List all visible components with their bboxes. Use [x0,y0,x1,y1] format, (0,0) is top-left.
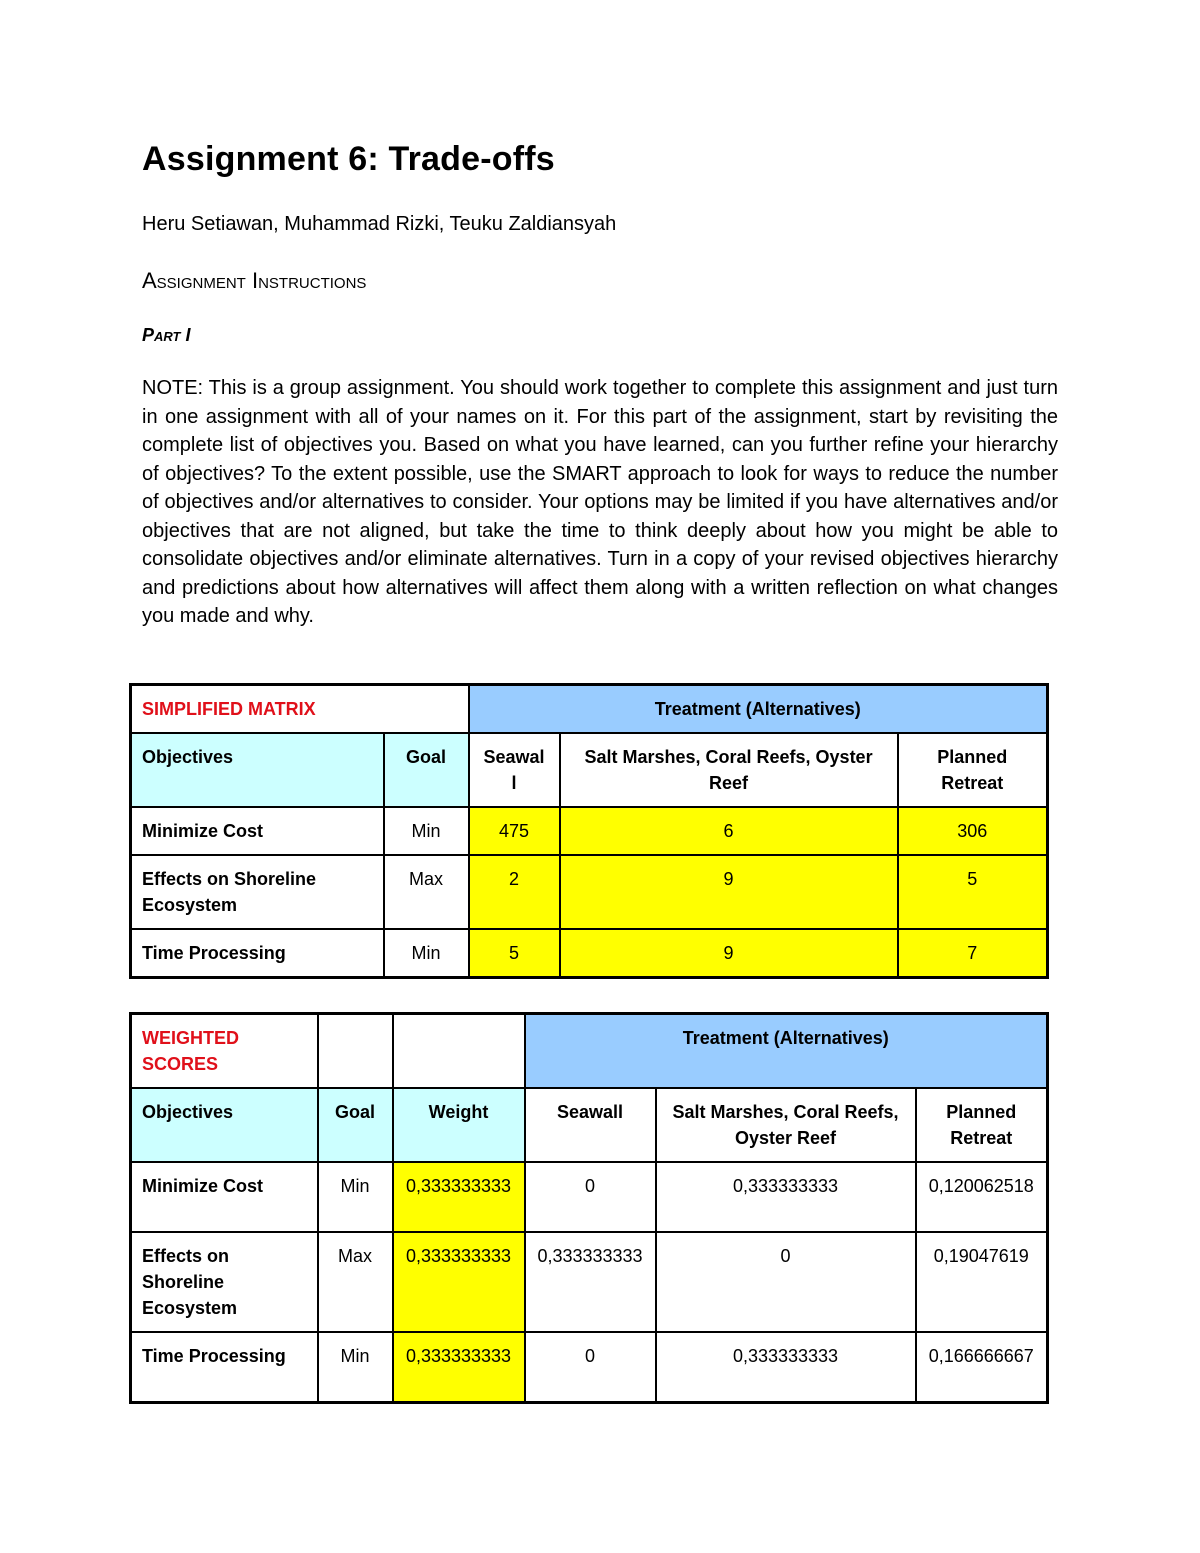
col-seawall: Seawal l [469,733,560,807]
value-cell: 0 [656,1232,916,1332]
row-objective: Time Processing [131,929,384,978]
value-cell: 5 [469,929,560,978]
table-row [131,929,1048,978]
document-title: Assignment 6: Trade-offs [142,140,555,178]
table-row [131,1162,1048,1232]
weighted-scores-table [129,1012,1049,1404]
value-cell: 0,120062518 [916,1162,1048,1232]
row-objective: Minimize Cost [131,1162,318,1232]
col-seawall: Seawall [525,1088,656,1162]
value-cell: 306 [898,807,1048,855]
weight-cell: 0,333333333 [393,1162,525,1232]
value-cell: 0,166666667 [916,1332,1048,1402]
col-goal: Goal [318,1088,393,1162]
note-paragraph: NOTE: This is a group assignment. You should work together to complete this assignment and just turn in one assignment with all of your names on it. For this part of the assignment, start by revisiting the complete list of objectives you. Based on what you have learned, can you further refine your hierarchy of objectives? To the extent possible, use the SMART approach to look for ways to reduce the number of objectives and/or alternatives to consider. Your options may be limited if you have alternatives and/or objectives that are not aligned, but take the time to think deeply about how you might be able to consolidate objectives and/or eliminate alternatives. Turn in a copy of your revised objectives hierarchy and predictions about how alternatives will affect them along with a written reflection on what changes you made and why. [142,377,1058,627]
value-cell: 9 [560,855,898,929]
row-goal: Max [318,1232,393,1332]
value-cell: 0,333333333 [525,1232,656,1332]
row-objective: Minimize Cost [131,807,384,855]
row-objective: Time Processing [131,1332,318,1402]
col-weight: Weight [393,1088,525,1162]
row-goal: Min [318,1332,393,1402]
col-objectives: Objectives [131,733,384,807]
value-cell: 6 [560,807,898,855]
section-heading: Assignment Instructions [142,268,367,293]
value-cell: 0,19047619 [916,1232,1048,1332]
value-cell: 0 [525,1162,656,1232]
simplified-matrix-table [129,683,1049,979]
value-cell: 2 [469,855,560,929]
row-objective: Effects on Shoreline Ecosystem [131,1232,318,1332]
value-cell: 0 [525,1332,656,1402]
row-objective: Effects on Shoreline Ecosystem [131,855,384,929]
row-goal: Max [384,855,469,929]
value-cell: 9 [560,929,898,978]
treatment-header: Treatment (Alternatives) [525,1014,1048,1089]
treatment-header: Treatment (Alternatives) [469,685,1048,734]
col-goal: Goal [384,733,469,807]
value-cell: 7 [898,929,1048,978]
table-row [131,855,1048,929]
row-goal: Min [384,807,469,855]
row-goal: Min [318,1162,393,1232]
weight-cell: 0,333333333 [393,1332,525,1402]
value-cell: 475 [469,807,560,855]
value-cell: 0,333333333 [656,1162,916,1232]
table-row [131,807,1048,855]
col-objectives: Objectives [131,1088,318,1162]
weighted-scores-title: WEIGHTED SCORES [131,1014,318,1089]
col-planned-retreat: Planned Retreat [898,733,1048,807]
part-heading: Part I [142,325,191,345]
row-goal: Min [384,929,469,978]
table-row [131,1332,1048,1402]
simplified-matrix-title: SIMPLIFIED MATRIX [131,685,469,734]
weight-cell: 0,333333333 [393,1232,525,1332]
value-cell: 0,333333333 [656,1332,916,1402]
col-salt-marshes: Salt Marshes, Coral Reefs, Oyster Reef [656,1088,916,1162]
value-cell: 5 [898,855,1048,929]
authors-line: Heru Setiawan, Muhammad Rizki, Teuku Zaldiansyah [142,213,617,235]
empty-cell [393,1014,525,1089]
col-salt-marshes: Salt Marshes, Coral Reefs, Oyster Reef [560,733,898,807]
empty-cell [318,1014,393,1089]
col-planned-retreat: Planned Retreat [916,1088,1048,1162]
table-row [131,1232,1048,1332]
